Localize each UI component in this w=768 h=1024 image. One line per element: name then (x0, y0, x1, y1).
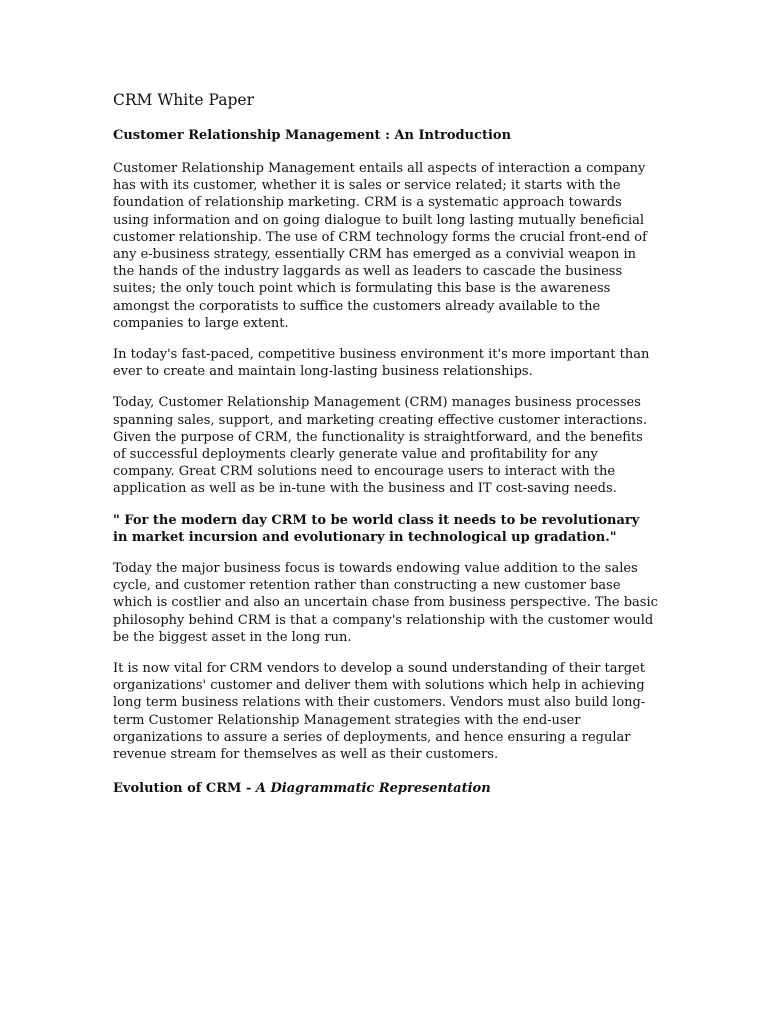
paragraph-business-environment: In today's fast-paced, competitive business environment it's more important than ever to create and maintain long-lasting business relationships. (113, 347, 650, 380)
pull-quote: " For the modern day CRM to be world class it needs to be revolutionary in market incursion and evolutionary in technological up gradation." (113, 512, 640, 545)
document-page (113, 88, 658, 799)
paragraph-crm-vendors: It is now vital for CRM vendors to develop a sound understanding of their target organizations' customer and deliver them with solutions which help in achieving long term business relations with their customers. Vendors must also build long-term Customer Relationship Management strategies with the end-user organizations to assure a series of deployments, and hence ensuring a regular revenue stream for themselves as well as their customers. (113, 661, 646, 763)
paragraph-crm-definition: Customer Relationship Management entails all aspects of interaction a company has with its customer, whether it is sales or service related; it starts with the foundation of relationship marketing. CRM is a systematic approach towards using information and on going dialogue to built long lasting mutually beneficial customer relationship. The use of CRM technology forms the crucial front-end of any e-business strategy, essentially CRM has emerged as a convivial weapon in the hands of the industry laggards as well as leaders to cascade the business suites; the only touch point which is formulating this base is the awareness amongst the corporatists to suffice the customers already available to the companies to large extent. (113, 161, 647, 331)
evolution-heading-prefix: Evolution of CRM - (113, 781, 256, 797)
evolution-heading-italic: A Diagrammatic Representation (255, 781, 491, 797)
evolution-heading (113, 779, 658, 799)
document-title: CRM White Paper (113, 91, 255, 109)
paragraph-crm-processes: Today, Customer Relationship Management (CRM) manages business processes spanning sales, support, and marketing creating effective customer interactions. Given the purpose of CRM, the functionality is straightforward, and the benefits of successful deployments clearly generate value and profitability for any company. Great CRM solutions need to encourage users to interact with the application as well as be in-tune with the business and IT cost-saving needs. (113, 395, 647, 497)
intro-heading: Customer Relationship Management : An Introduction (113, 128, 512, 143)
paragraph-business-focus: Today the major business focus is towards endowing value addition to the sales cycle, and customer retention rather than constructing a new customer base which is costlier and also an uncertain chase from business perspective. The basic philosophy behind CRM is that a company's relationship with the customer would be the biggest asset in the long run. (113, 561, 658, 645)
